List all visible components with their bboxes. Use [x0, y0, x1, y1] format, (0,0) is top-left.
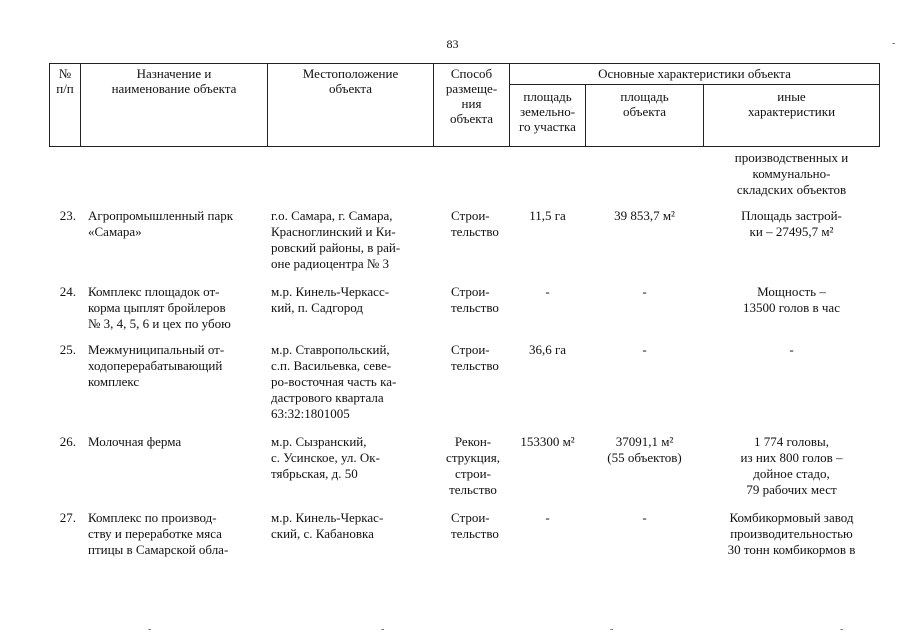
row-other: Мощность – 13500 голов в час	[743, 284, 840, 315]
row-other: -	[789, 342, 794, 357]
header-top-border	[49, 63, 880, 64]
header-object-area: площадь объекта	[620, 89, 669, 119]
row-object-area: -	[642, 342, 647, 357]
row-method: Строи- тельство	[451, 510, 499, 541]
row-land-area: -	[545, 284, 550, 299]
row-number: 23.	[59, 208, 76, 223]
row-object-area: 37091,1 м² (55 объектов)	[607, 434, 682, 465]
row-object-area: -	[642, 510, 647, 525]
row-location: м.р. Кинель-Черкасс- кий, п. Садгород	[271, 284, 390, 315]
row-number: 27.	[59, 510, 76, 525]
row-other: Площадь застрой- ки – 27495,7 м²	[741, 208, 842, 239]
header-land-area: площадь земельно- го участка	[519, 89, 576, 134]
row-land-area: 36,6 га	[528, 342, 567, 357]
scan-speck: -	[840, 624, 844, 635]
row-method: Строи- тельство	[451, 284, 499, 315]
row-method: Рекон- струкция, строи- тельство	[446, 434, 500, 497]
header-other: иные характеристики	[747, 89, 836, 119]
row-number: 25.	[59, 342, 76, 357]
row-land-area: -	[545, 510, 550, 525]
header-main: Основные характеристики объекта	[598, 66, 791, 81]
row-location: м.р. Сызранский, с. Усинское, ул. Ок- тябрьская, д. 50	[271, 434, 380, 481]
row-name: Агропромышленный парк «Самара»	[88, 208, 234, 239]
row-number: 26.	[59, 434, 76, 449]
row-location: м.р. Кинель-Черкас- ский, с. Кабановка	[271, 510, 384, 541]
row-name: Комплекс площадок от- корма цыплят бройлеров № 3, 4, 5, 6 и цех по убою	[88, 284, 231, 331]
header-num: № п/п	[56, 66, 74, 96]
scan-speck: -	[892, 38, 896, 49]
row-land-area: 153300 м²	[520, 434, 575, 449]
header-name: Назначение и наименование объекта	[111, 66, 237, 96]
header-sub-border	[509, 84, 880, 85]
scan-speck: -	[148, 624, 152, 635]
header-location: Местоположение объекта	[302, 66, 399, 96]
row-location: м.р. Ставропольский, с.п. Васильевка, севе- ро-восточная часть ка- дастрового квартала 63:32:1801005	[271, 342, 397, 421]
row-name: Молочная ферма	[88, 434, 182, 449]
row-number: 24.	[59, 284, 76, 299]
header-bottom-border	[49, 146, 880, 147]
scan-speck: -	[610, 624, 614, 635]
row-location: г.о. Самара, г. Самара, Красноглинский и Ки- ровский районы, в рай- оне радиоцентра № 3	[271, 208, 401, 271]
row-land-area: 11,5 га	[529, 208, 566, 223]
row-method: Строи- тельство	[451, 342, 499, 373]
row-object-area: 39 853,7 м²	[614, 208, 675, 223]
scan-speck: -	[381, 624, 385, 635]
row-name: Межмуниципальный от- ходоперерабатывающий комплекс	[88, 342, 225, 389]
row-name: Комплекс по производ- ству и переработке мяса птицы в Самарской обла-	[88, 510, 229, 557]
carryover-other: производственных и коммунально- складских объектов	[734, 150, 849, 197]
header-divider	[879, 63, 880, 147]
page-number: 83	[446, 37, 459, 51]
row-method: Строи- тельство	[451, 208, 499, 239]
row-other: 1 774 головы, из них 800 голов – дойное стадо, 79 рабочих мест	[740, 434, 843, 497]
header-method: Способ размеще- ния объекта	[445, 66, 498, 126]
row-other: Комбикормовый завод производительностью 30 тонн комбикормов в	[727, 510, 856, 557]
row-object-area: -	[642, 284, 647, 299]
